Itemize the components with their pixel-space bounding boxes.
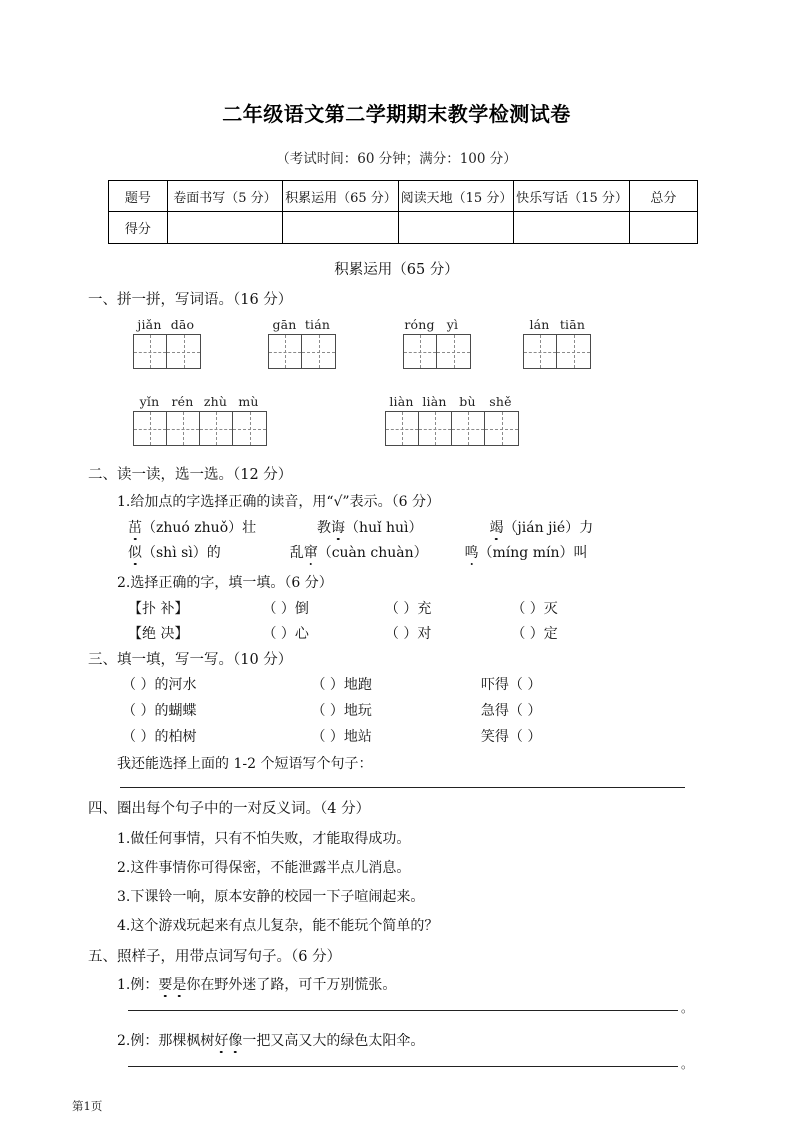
question-4-heading: 四、圈出每个句子中的一对反义词。（4 分） bbox=[88, 801, 371, 817]
score-table-score-row bbox=[109, 212, 698, 244]
phrase-blank-de1[interactable]: （ ）的柏树 bbox=[122, 729, 197, 745]
choice-suffix: 力 bbox=[579, 520, 594, 536]
pinyin-options[interactable]: （míng mín） bbox=[478, 545, 574, 561]
grid-cell[interactable] bbox=[200, 412, 233, 445]
grid-cell[interactable] bbox=[134, 335, 167, 368]
page-title: 二年级语文第二学期期末教学检测试卷 bbox=[222, 102, 571, 126]
score-input-cell[interactable] bbox=[514, 212, 630, 244]
pinyin-label-row bbox=[268, 317, 336, 332]
char-choice-row-2 bbox=[128, 623, 558, 643]
grid-cell[interactable] bbox=[269, 335, 302, 368]
question-5-example-2 bbox=[117, 1030, 424, 1050]
pinyin-label-row bbox=[523, 317, 591, 332]
dotted-char: 似 bbox=[128, 545, 142, 561]
pinyin-syllable: yǐn bbox=[139, 394, 160, 409]
phrase-blank-de3[interactable]: 笑得（ ） bbox=[480, 729, 542, 745]
pinyin-options[interactable]: （cuàn chuàn） bbox=[317, 545, 428, 561]
pinyin-choice-item[interactable] bbox=[128, 545, 225, 561]
pinyin-syllable: rén bbox=[171, 394, 194, 409]
phrase-fill-row-2 bbox=[122, 700, 541, 720]
score-row-label: 得分 bbox=[109, 212, 168, 244]
grid-cell[interactable] bbox=[386, 412, 419, 445]
dotted-char: 诲 bbox=[331, 520, 346, 536]
phrase-blank-de3[interactable]: 急得（ ） bbox=[480, 703, 542, 719]
pinyin-group-2 bbox=[268, 317, 336, 369]
score-input-cell[interactable] bbox=[283, 212, 399, 244]
grid-cell[interactable] bbox=[437, 335, 470, 368]
question-3-prompt: 我还能选择上面的 1-2 个短语写个句子： bbox=[117, 756, 373, 772]
pinyin-choice-row-2 bbox=[128, 542, 587, 562]
dotted-word-char: 像 bbox=[228, 1033, 243, 1049]
char-choice-bracket: 【扑 补】 bbox=[128, 601, 189, 617]
question-2-sub-1: 1.给加点的字选择正确的读音，用“√”表示。（6 分） bbox=[117, 494, 440, 510]
grid-cell[interactable] bbox=[524, 335, 557, 368]
pinyin-group-1 bbox=[133, 317, 201, 369]
exam-info-subtitle: （考试时间：60 分钟；满分：100 分） bbox=[276, 151, 517, 167]
grid-cell[interactable] bbox=[404, 335, 437, 368]
answer-period-1: 。 bbox=[681, 1001, 694, 1015]
score-table-header-cell: 卷面书写（5 分） bbox=[167, 181, 282, 212]
grid-cell[interactable] bbox=[167, 412, 200, 445]
question-2-heading: 二、读一读，选一选。（12 分） bbox=[88, 467, 293, 483]
example-label: 2.例： bbox=[117, 1033, 159, 1049]
question-1-heading: 一、拼一拼，写词语。（16 分） bbox=[88, 292, 293, 308]
pinyin-options[interactable]: （shì sì） bbox=[142, 545, 207, 561]
pinyin-group-6 bbox=[385, 394, 519, 446]
question-4-sentence-2[interactable]: 2.这件事情你可得保密，不能泄露半点儿消息。 bbox=[117, 860, 411, 876]
pinyin-syllable: mù bbox=[238, 394, 259, 409]
dotted-char: 窜 bbox=[303, 545, 318, 561]
grid-cell[interactable] bbox=[557, 335, 590, 368]
dotted-word-char: 是 bbox=[172, 977, 187, 993]
score-input-cell[interactable] bbox=[398, 212, 514, 244]
example-prefix: 那棵枫树 bbox=[158, 1033, 215, 1049]
pinyin-choice-item[interactable] bbox=[317, 520, 427, 536]
phrase-fill-row-3 bbox=[122, 726, 541, 746]
question-4-sentence-1[interactable]: 1.做任何事情，只有不怕失败，才能取得成功。 bbox=[117, 831, 411, 847]
char-choice-bracket: 【绝 决】 bbox=[128, 626, 189, 642]
pinyin-syllable: dāo bbox=[170, 317, 195, 332]
answer-rule-q3[interactable] bbox=[120, 787, 685, 788]
char-choice-blank[interactable]: （ ）灭 bbox=[511, 601, 558, 617]
question-4-sentence-4[interactable]: 4.这个游戏玩起来有点儿复杂，能不能玩个简单的？ bbox=[117, 918, 439, 934]
pinyin-label-row bbox=[133, 317, 201, 332]
pinyin-syllable: shě bbox=[489, 394, 512, 409]
pinyin-syllable: zhù bbox=[203, 394, 228, 409]
question-2-sub-2: 2.选择正确的字，填一填。（6 分） bbox=[117, 575, 333, 591]
char-choice-blank[interactable]: （ ）倒 bbox=[262, 601, 309, 617]
phrase-fill-row-1 bbox=[122, 674, 541, 694]
question-5-example-1 bbox=[117, 974, 396, 994]
pinyin-options[interactable]: （zhuó zhuǒ） bbox=[142, 520, 243, 536]
grid-cell[interactable] bbox=[233, 412, 266, 445]
answer-rule-q5-2[interactable] bbox=[128, 1066, 678, 1067]
grid-cell[interactable] bbox=[419, 412, 452, 445]
pinyin-options[interactable]: （jián jié） bbox=[503, 520, 580, 536]
grid-cell[interactable] bbox=[167, 335, 200, 368]
writing-grid[interactable] bbox=[133, 411, 267, 446]
score-table-header-cell: 阅读天地（15 分） bbox=[398, 181, 514, 212]
score-input-cell[interactable] bbox=[167, 212, 282, 244]
example-label: 1.例： bbox=[117, 977, 159, 993]
char-choice-blank[interactable]: （ ）对 bbox=[384, 626, 432, 642]
phrase-blank-de1[interactable]: （ ）的蝴蝶 bbox=[122, 703, 197, 719]
phrase-blank-de3[interactable]: 吓得（ ） bbox=[480, 677, 542, 693]
choice-prefix: 乱 bbox=[289, 545, 304, 561]
pinyin-choice-item[interactable] bbox=[489, 520, 593, 536]
question-4-sentence-3[interactable]: 3.下课铃一响，原本安静的校园一下子喧闹起来。 bbox=[117, 889, 425, 905]
pinyin-syllable: bù bbox=[459, 394, 476, 409]
dotted-word-char: 要 bbox=[158, 977, 173, 993]
pinyin-options[interactable]: （huǐ huì） bbox=[345, 520, 423, 536]
phrase-blank-de1[interactable]: （ ）的河水 bbox=[122, 677, 197, 693]
char-choice-blank[interactable]: （ ）充 bbox=[384, 601, 432, 617]
writing-grid[interactable] bbox=[403, 334, 471, 369]
pinyin-group-4 bbox=[523, 317, 591, 369]
writing-grid[interactable] bbox=[268, 334, 336, 369]
score-table-header-row bbox=[109, 181, 698, 212]
writing-grid[interactable] bbox=[133, 334, 201, 369]
answer-period-2: 。 bbox=[681, 1057, 694, 1071]
choice-prefix: 教 bbox=[317, 520, 332, 536]
score-input-cell[interactable] bbox=[629, 212, 697, 244]
pinyin-label-row bbox=[133, 394, 267, 409]
choice-suffix: 叫 bbox=[573, 545, 588, 561]
grid-cell[interactable] bbox=[302, 335, 335, 368]
dotted-char: 鸣 bbox=[464, 545, 479, 561]
pinyin-syllable: tián bbox=[304, 317, 331, 332]
pinyin-group-5 bbox=[133, 394, 267, 446]
grid-cell[interactable] bbox=[134, 412, 167, 445]
dotted-char: 竭 bbox=[489, 520, 504, 536]
pinyin-label-row bbox=[403, 317, 471, 332]
pinyin-choice-item[interactable] bbox=[290, 545, 432, 561]
writing-grid[interactable] bbox=[523, 334, 591, 369]
pinyin-syllable: jiǎn bbox=[137, 317, 162, 332]
phrase-blank-de2[interactable]: （ ）地玩 bbox=[311, 703, 372, 719]
dotted-char: 茁 bbox=[128, 520, 142, 536]
char-choice-blank[interactable]: （ ）定 bbox=[511, 626, 558, 642]
score-table-header-cell: 总分 bbox=[629, 181, 697, 212]
pinyin-syllable: gān bbox=[272, 317, 297, 332]
pinyin-choice-item[interactable] bbox=[128, 520, 261, 536]
writing-grid[interactable] bbox=[385, 411, 519, 446]
score-table-header-cell: 题号 bbox=[109, 181, 168, 212]
choice-suffix: 壮 bbox=[242, 520, 257, 536]
pinyin-syllable: yì bbox=[446, 317, 459, 332]
grid-cell[interactable] bbox=[452, 412, 485, 445]
page-footer: 第1页 bbox=[72, 1099, 103, 1113]
phrase-blank-de2[interactable]: （ ）地跑 bbox=[311, 677, 372, 693]
char-choice-blank[interactable]: （ ）心 bbox=[262, 626, 309, 642]
example-text: 你在野外迷了路，可千万别慌张。 bbox=[186, 977, 397, 993]
score-table-header-cell: 积累运用（65 分） bbox=[283, 181, 399, 212]
score-table bbox=[108, 180, 698, 244]
pinyin-syllable: lán bbox=[529, 317, 550, 332]
score-table-header-cell: 快乐写话（15 分） bbox=[514, 181, 630, 212]
pinyin-choice-item[interactable] bbox=[465, 545, 588, 561]
section-heading-accumulation: 积累运用（65 分） bbox=[334, 262, 459, 278]
pinyin-syllable: liàn bbox=[389, 394, 414, 409]
choice-suffix: 的 bbox=[206, 545, 221, 561]
pinyin-label-row bbox=[385, 394, 519, 409]
example-text: 一把又高又大的绿色太阳伞。 bbox=[242, 1033, 425, 1049]
phrase-blank-de2[interactable]: （ ）地站 bbox=[311, 729, 372, 745]
question-5-heading: 五、照样子，用带点词写句子。（6 分） bbox=[88, 949, 342, 965]
dotted-word-char: 好 bbox=[214, 1033, 229, 1049]
pinyin-syllable: tiān bbox=[559, 317, 586, 332]
grid-cell[interactable] bbox=[485, 412, 518, 445]
pinyin-choice-row-1 bbox=[128, 517, 593, 537]
question-3-heading: 三、填一填，写一写。（10 分） bbox=[88, 652, 293, 668]
pinyin-syllable: róng bbox=[404, 317, 435, 332]
pinyin-group-3 bbox=[403, 317, 471, 369]
pinyin-syllable: liàn bbox=[422, 394, 447, 409]
answer-rule-q5-1[interactable] bbox=[128, 1010, 678, 1011]
char-choice-row-1 bbox=[128, 598, 558, 618]
